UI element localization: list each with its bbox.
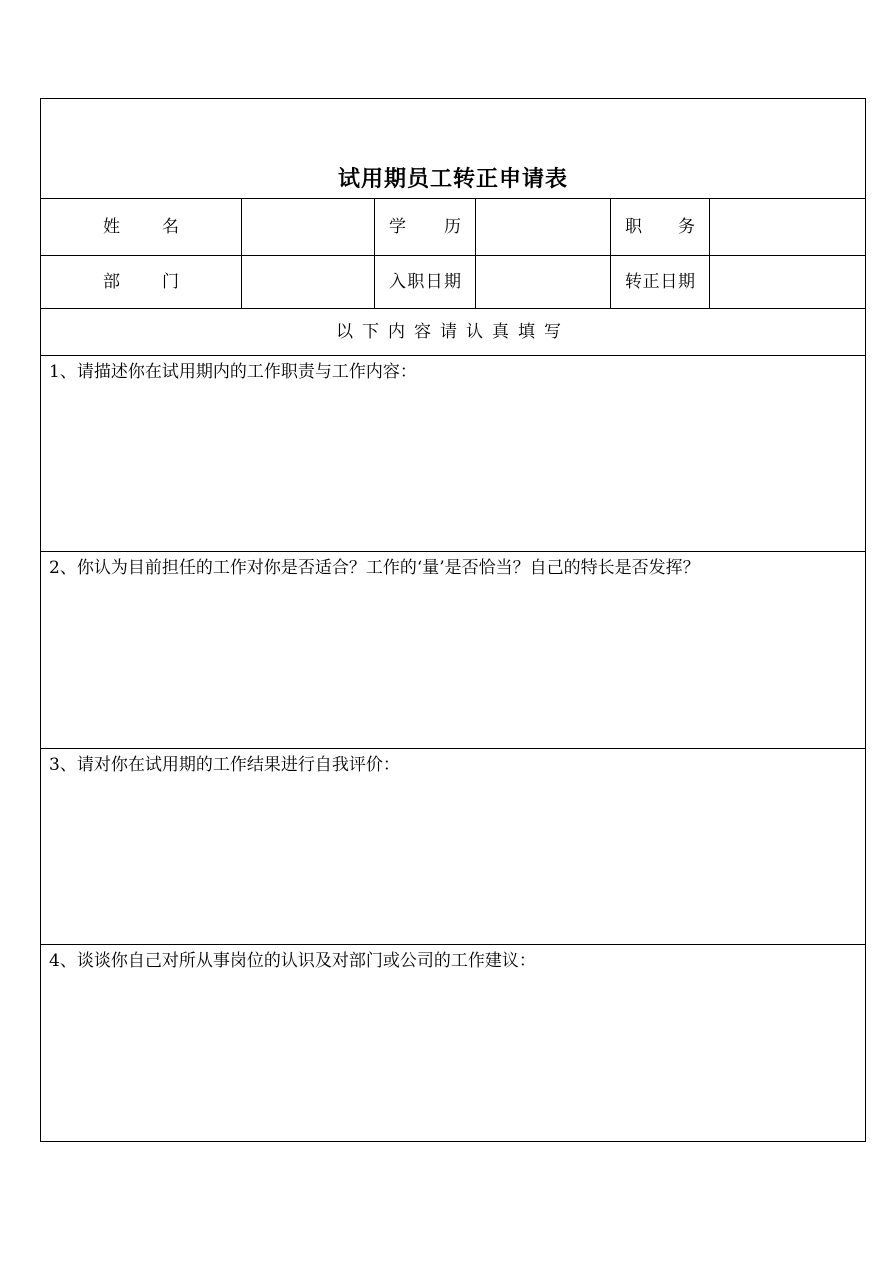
regular-date-label: 转正日期 — [611, 256, 710, 309]
question-1-text: 1、请描述你在试用期内的工作职责与工作内容： — [49, 362, 417, 382]
question-4-text: 4、谈谈你自己对所从事岗位的认识及对部门或公司的工作建议： — [49, 951, 536, 971]
position-field[interactable] — [710, 199, 866, 256]
question-4-area[interactable] — [41, 945, 866, 1142]
title-cell — [41, 99, 866, 199]
fill-instruction: 以下内容请认真填写 — [41, 309, 866, 356]
position-label: 职 务 — [611, 199, 710, 256]
form-title: 试用期员工转正申请表 — [338, 165, 569, 192]
department-field[interactable] — [242, 256, 375, 309]
question-2-text: 2、你认为目前担任的工作对你是否适合？工作的‘量’是否恰当？自己的特长是否发挥？ — [49, 558, 700, 578]
department-label: 部 门 — [41, 256, 242, 309]
name-field[interactable] — [242, 199, 375, 256]
education-field[interactable] — [476, 199, 611, 256]
question-1-area[interactable] — [41, 356, 866, 552]
question-3-area[interactable] — [41, 749, 866, 945]
education-label: 学 历 — [375, 199, 476, 256]
probation-application-form — [40, 98, 866, 1142]
hire-date-field[interactable] — [476, 256, 611, 309]
name-label: 姓 名 — [41, 199, 242, 256]
regular-date-field[interactable] — [710, 256, 866, 309]
hire-date-label: 入职日期 — [375, 256, 476, 309]
question-2-area[interactable] — [41, 552, 866, 749]
question-3-text: 3、请对你在试用期的工作结果进行自我评价： — [49, 755, 400, 775]
